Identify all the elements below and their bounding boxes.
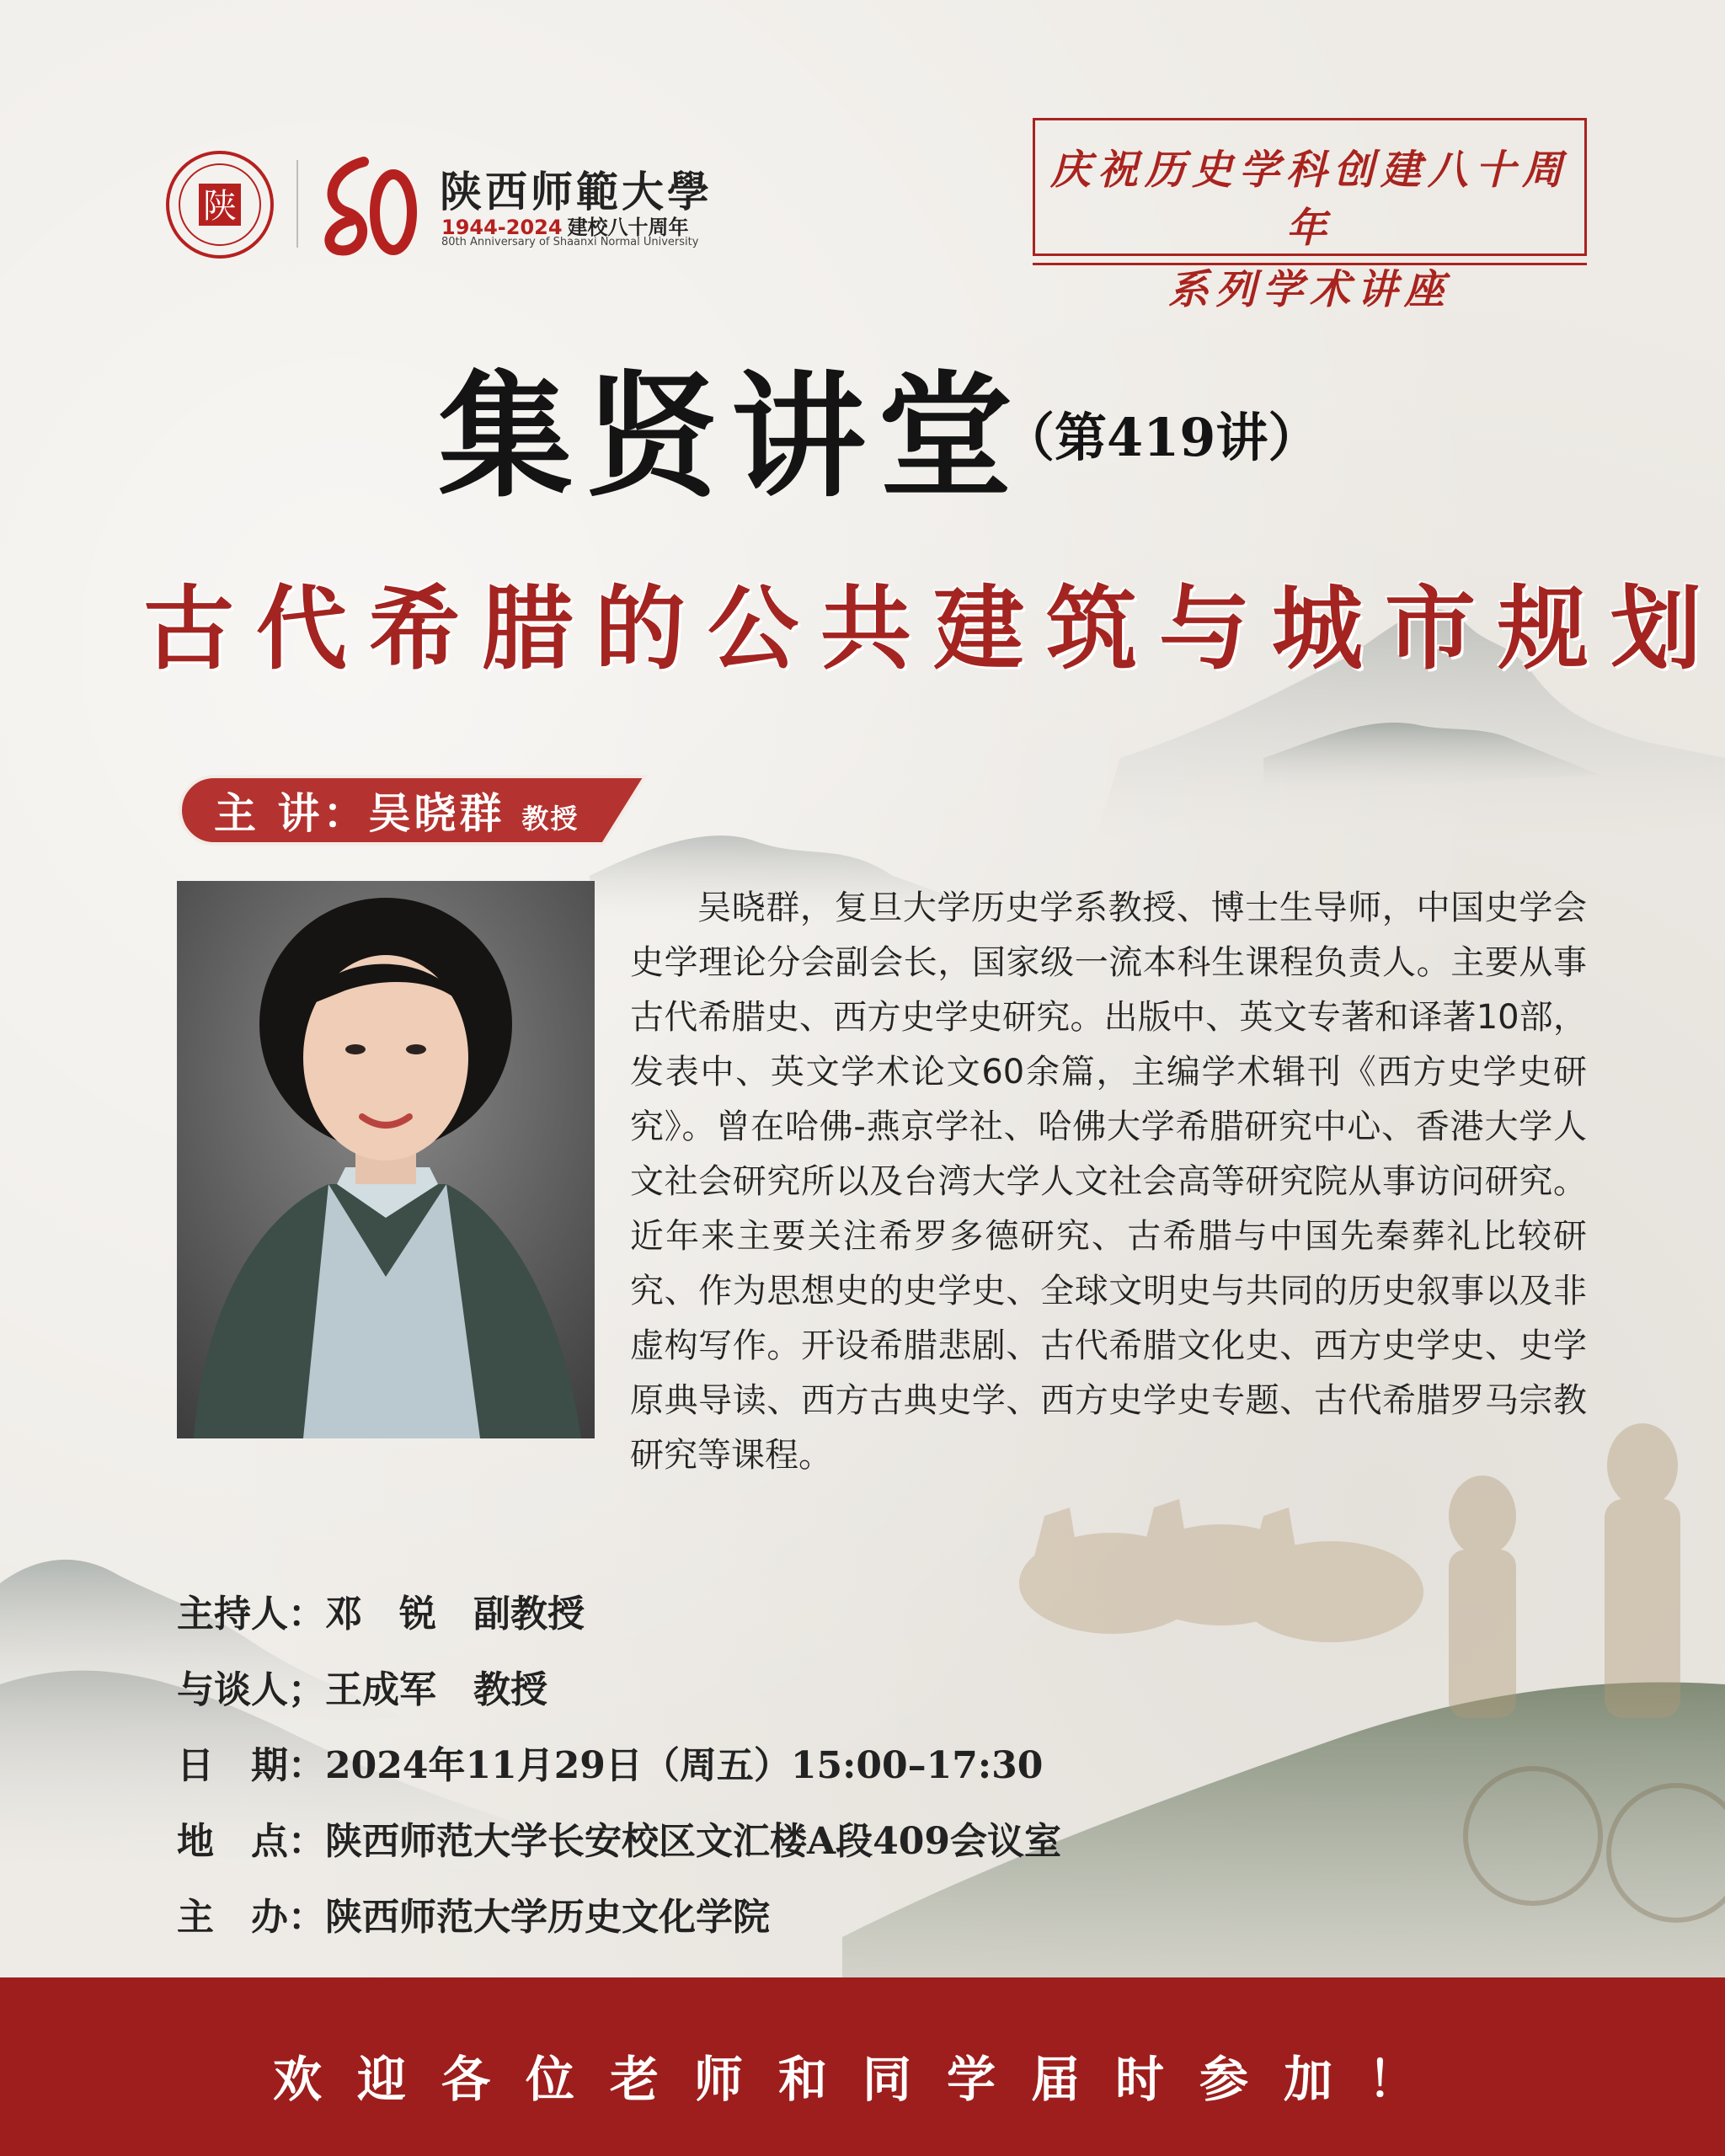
host-row: 主持人：邓 锐 副教授 [177,1593,585,1636]
anniversary-text: 建校八十周年 [567,216,689,239]
organizer-row: 主 办：陕西师范大学历史文化学院 [177,1896,770,1939]
speaker-portrait-photo [177,881,595,1438]
speaker-name: 主 讲：吴晓群 [214,788,505,838]
lecture-topic-title: 古代希腊的公共建筑与城市规划 [143,576,1724,682]
series-title-line1: 庆祝历史学科创建八十周年 [1049,147,1569,252]
lecture-hall-title: 集贤讲堂 [438,357,1025,515]
logo-divider [296,160,298,248]
place-row: 地 点：陕西师范大学长安校区文汇楼A段409会议室 [177,1820,1061,1863]
lecture-number: （第419讲） [1002,407,1321,468]
discussant-row: 与谈人；王成军 教授 [177,1668,547,1711]
university-name: 陕西师範大學 [440,167,713,216]
university-seal-logo [165,150,275,259]
anniversary-80-logo [313,145,423,263]
series-title-line2: 系列学术讲座 [1167,266,1451,313]
welcome-message: 欢迎各位老师和同学届时参加！ [272,2051,1452,2108]
speaker-title: 教授 [521,803,579,835]
speaker-biography: 吴晓群，复旦大学历史学系教授、博士生导师，中国史学会史学理论分会副会长，国家级一流本科生课程负责人。主要从事古代希腊史、西方史学史研究。出版中、英文专著和译著10部，发表中、英文学术论文60余篇，主编学术辑刊《西方史学史研究》。曾在哈佛-燕京学社、哈佛大学希腊研究中心、香港大学人文社会研究所以及台湾大学人文社会高等研究院从事访问研究。近年来主要关注希罗多德研究、古希腊与中国先秦葬礼比较研究、作为思想史的史学史、全球文明史与共同的历史叙事以及非虚构写作。开设希腊悲剧、古代希腊文化史、西方史学史、史学原典导读、西方古典史学、西方史学史专题、古代希腊罗马宗教研究等课程。 [630,889,1587,1475]
speaker-label [214,780,579,841]
svg-text:陕: 陕 [203,187,237,226]
series-lecture-box [1033,118,1587,313]
date-row: 日 期：2024年11月29日（周五）15:00–17:30 [177,1744,1044,1787]
years-text: 1944-2024 [441,216,563,239]
anniversary-english: 80th Anniversary of Shaanxi Normal University [441,236,699,248]
event-info [177,1583,1061,1962]
